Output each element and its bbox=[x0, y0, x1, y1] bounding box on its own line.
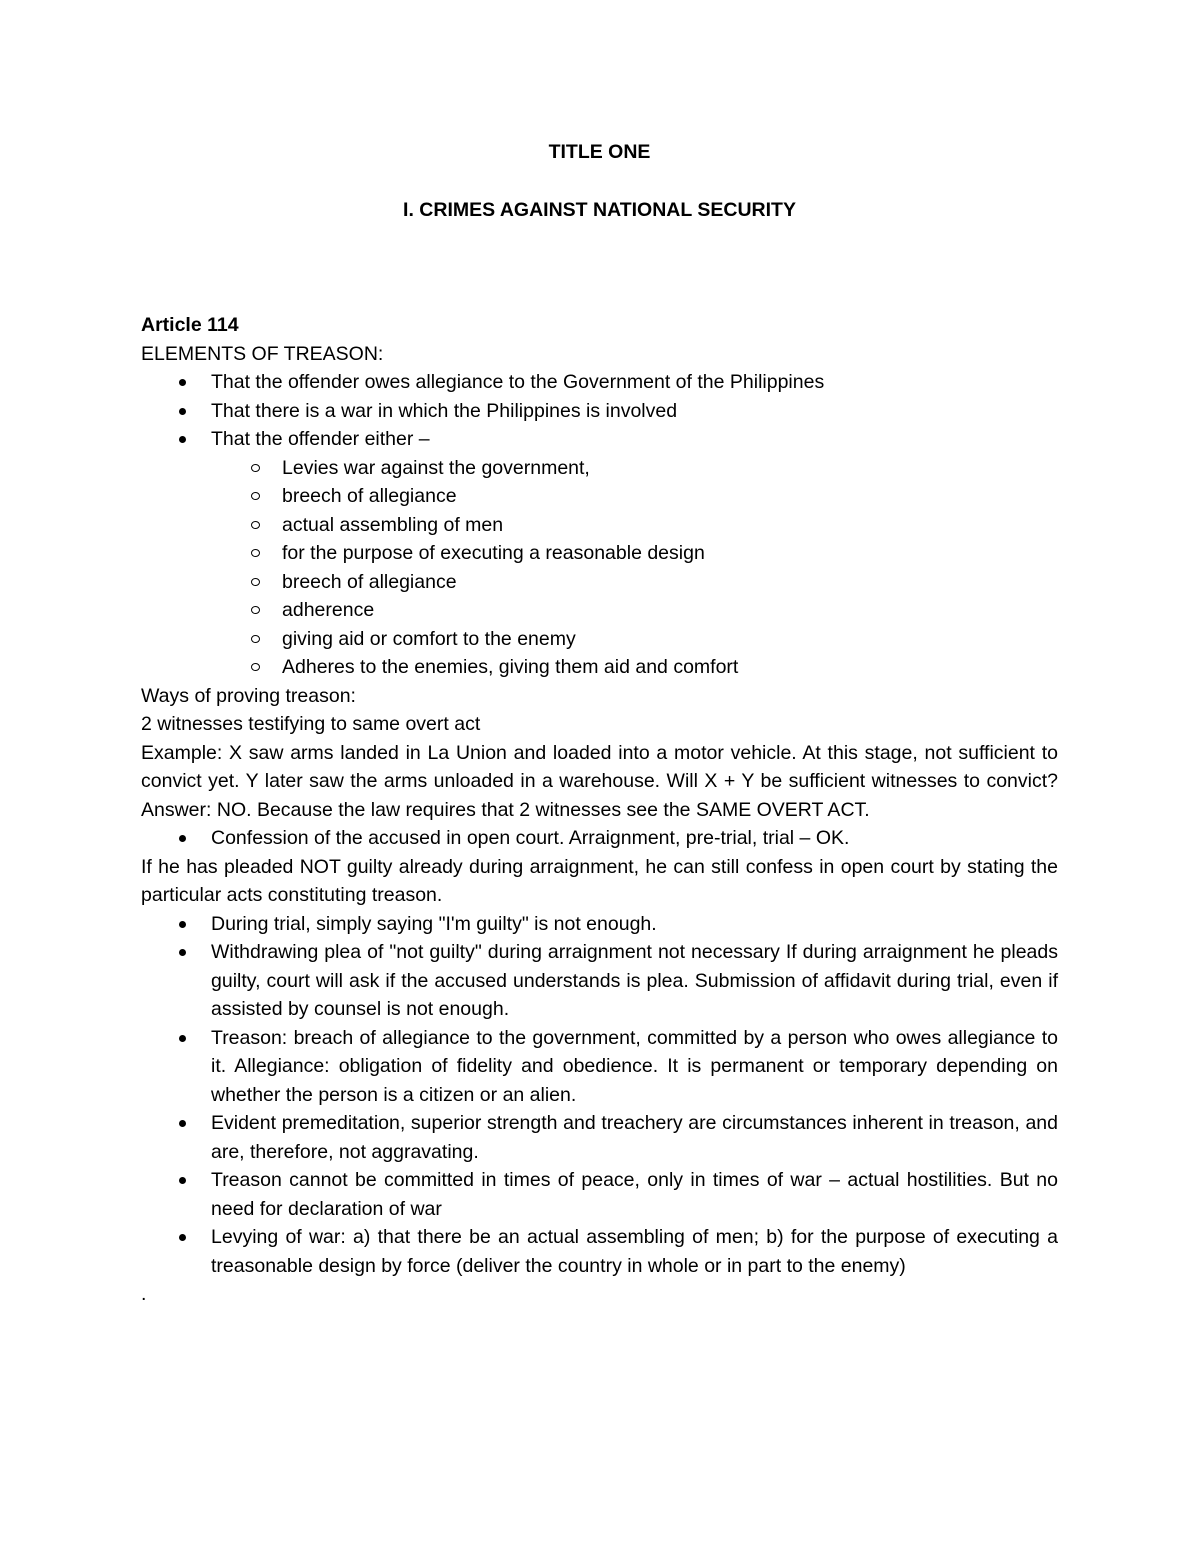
example-paragraph: Example: X saw arms landed in La Union and loaded into a motor vehicle. At this stage, not sufficient to convict yet. Y later saw the arms unloaded in a warehouse. Will X + Y be sufficient witnesses to convict? Answer: NO. Because the law requires that 2 witnesses see the SAME OVERT ACT. bbox=[141, 741, 1058, 821]
document-body bbox=[141, 311, 1058, 1309]
notes-list bbox=[141, 910, 1058, 1281]
article-heading: Article 114 bbox=[141, 314, 239, 336]
list-item: Adheres to the enemies, giving them aid and comfort bbox=[141, 653, 1058, 682]
list-item: adherence bbox=[141, 596, 1058, 625]
list-item: actual assembling of men bbox=[141, 511, 1058, 540]
list-item: That the offender owes allegiance to the Government of the Philippines bbox=[141, 368, 1058, 397]
elements-heading: ELEMENTS OF TREASON: bbox=[141, 342, 384, 365]
list-item: breech of allegiance bbox=[141, 568, 1058, 597]
list-item: Levies war against the government, bbox=[141, 454, 1058, 483]
list-item: Evident premeditation, superior strength and treachery are circumstances inherent in treason, and are, therefore, not aggravating. bbox=[141, 1109, 1058, 1166]
list-item: Confession of the accused in open court. Arraignment, pre-trial, trial – OK. bbox=[141, 824, 1058, 853]
elements-list bbox=[141, 368, 1058, 454]
document-subtitle: I. CRIMES AGAINST NATIONAL SECURITY bbox=[403, 199, 796, 221]
list-item: Treason: breach of allegiance to the government, committed by a person who owes allegiance to it. Allegiance: obligation of fidelity and obedience. It is permanent or temporary depending on whether the person is a citizen or an alien. bbox=[141, 1024, 1058, 1110]
list-item: That there is a war in which the Philippines is involved bbox=[141, 397, 1058, 426]
document-title: TITLE ONE bbox=[548, 141, 651, 163]
list-item: breech of allegiance bbox=[141, 482, 1058, 511]
list-item: During trial, simply saying "I'm guilty" is not enough. bbox=[141, 910, 1058, 939]
list-item: That the offender either – bbox=[141, 425, 1058, 454]
ways-heading: Ways of proving treason: bbox=[141, 684, 356, 707]
confession-list bbox=[141, 824, 1058, 853]
way-one: 2 witnesses testifying to same overt act bbox=[141, 713, 481, 735]
pleaded-note: If he has pleaded NOT guilty already during arraignment, he can still confess in open court by stating the particular acts constituting treason. bbox=[141, 855, 1058, 906]
sub-elements-list bbox=[141, 454, 1058, 682]
list-item: Levying of war: a) that there be an actual assembling of men; b) for the purpose of executing a treasonable design by force (deliver the country in whole or in part to the enemy) bbox=[141, 1223, 1058, 1280]
trailing-period: . bbox=[141, 1283, 147, 1305]
list-item: for the purpose of executing a reasonable design bbox=[141, 539, 1058, 568]
list-item: Treason cannot be committed in times of peace, only in times of war – actual hostilities. But no need for declaration of war bbox=[141, 1166, 1058, 1223]
list-item: giving aid or comfort to the enemy bbox=[141, 625, 1058, 654]
list-item: Withdrawing plea of "not guilty" during arraignment not necessary If during arraignment he pleads guilty, court will ask if the accused understands is plea. Submission of affidavit during trial, even if assisted by counsel is not enough. bbox=[141, 938, 1058, 1024]
